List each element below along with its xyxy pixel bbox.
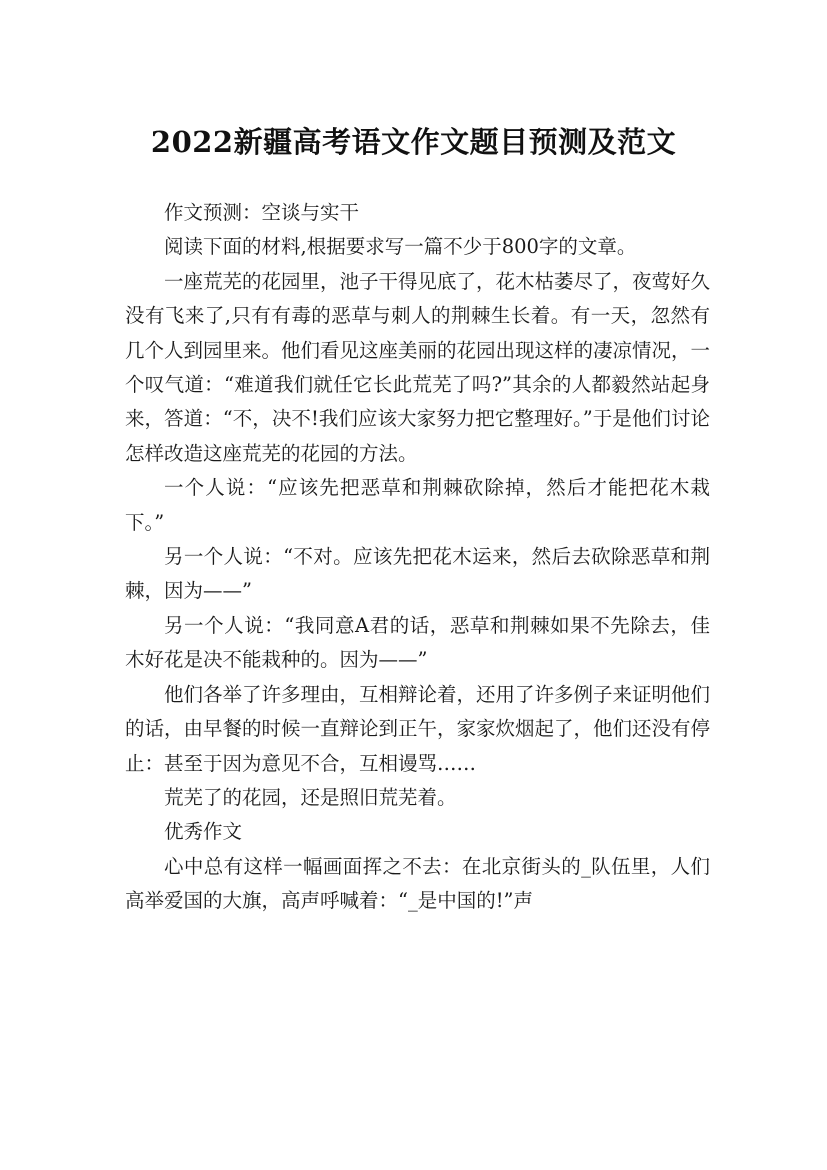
paragraph-instructions: 阅读下面的材料,根据要求写一篇不少于800字的文章。	[164, 235, 637, 259]
paragraph-first-speaker: 一个人说：“应该先把恶草和荆棘砍除掉，然后才能把花木栽下。”	[125, 476, 710, 534]
document-body	[125, 196, 710, 919]
paragraph-garden-story: 一座荒芜的花园里，池子干得见底了，花木枯萎尽了，夜莺好久没有飞来了,只有有毒的恶草与刺人的荆棘生长着。有一天，忽然有几个人到园里来。他们看见这座美丽的花园出现这样的凄凉情况，一个叹气道：“难道我们就任它长此荒芜了吗?”其余的人都毅然站起身来，答道：“不，决不!我们应该大家努力把它整理好。”于是他们讨论怎样改造这座荒芜的花园的方法。	[125, 269, 711, 465]
paragraph-prompt-heading: 作文预测：空谈与实干	[164, 201, 360, 224]
paragraph-second-speaker: 另一个人说：“不对。应该先把花木运来，然后去砍除恶草和荆棘，因为——”	[125, 545, 710, 603]
paragraph-third-speaker: 另一个人说：“我同意A君的话，恶草和荆棘如果不先除去，佳木好花是决不能栽种的。因为——”	[125, 613, 710, 672]
paragraph-conclusion: 荒芜了的花园，还是照旧荒芜着。	[164, 785, 457, 809]
paragraph-debate: 他们各举了许多理由，互相辩论着，还用了许多例子来证明他们的话，由早餐的时候一直辩论到正午，家家炊烟起了，他们还没有停止：甚至于因为意见不合，互相谩骂……	[125, 682, 711, 775]
paragraph-essay-heading: 优秀作文	[164, 820, 243, 844]
document-title: 2022新疆高考语文作文题目预测及范文	[150, 125, 677, 160]
paragraph-essay-start: 心中总有这样一幅画面挥之不去：在北京街头的_队伍里，人们高举爱国的大旗，高声呼喊着：“_是中国的!”声	[125, 854, 710, 913]
